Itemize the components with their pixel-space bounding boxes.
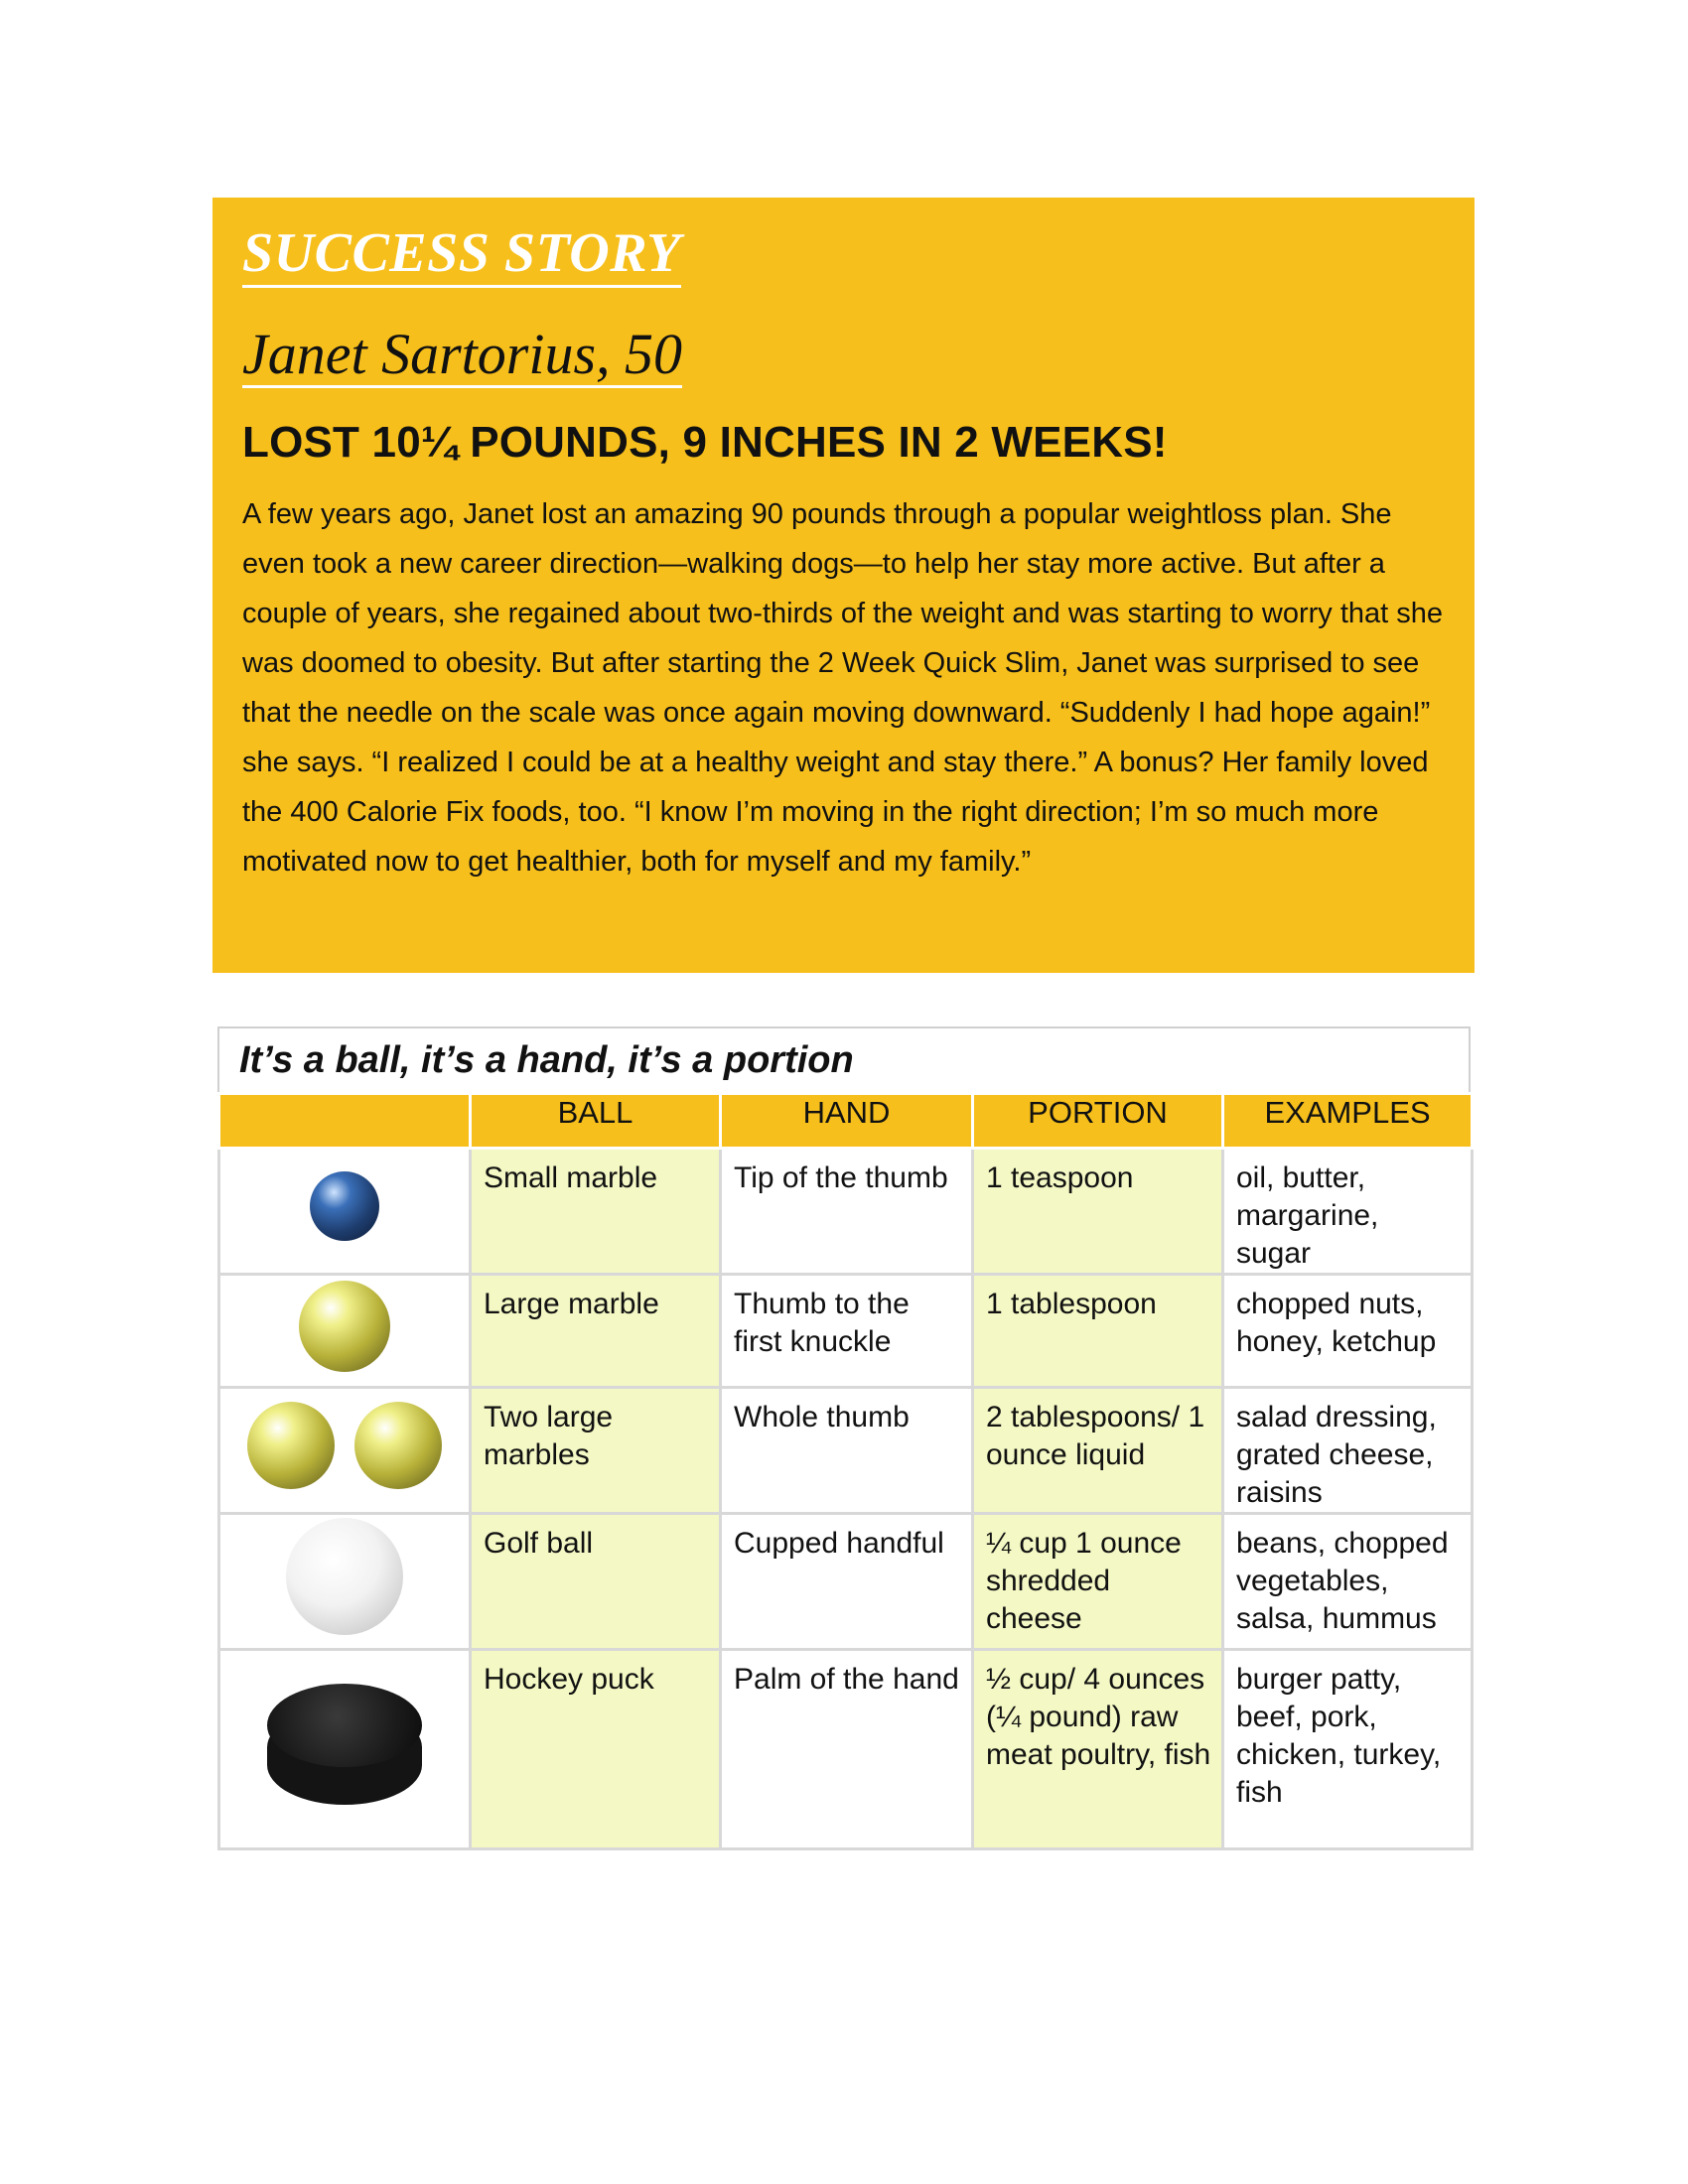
table-row (219, 1650, 1473, 1849)
row-image-cell (219, 1149, 471, 1275)
table-row (219, 1275, 1473, 1388)
hand-cell: Tip of the thumb (721, 1149, 973, 1275)
ball-cell: Two large marbles (471, 1388, 721, 1514)
examples-cell: salad dressing, grated cheese, raisins (1223, 1388, 1473, 1514)
ball-cell: Large marble (471, 1275, 721, 1388)
header-hand: HAND (721, 1094, 973, 1149)
table-header-row (219, 1094, 1473, 1149)
table-row (219, 1149, 1473, 1275)
row-image-cell (219, 1650, 471, 1849)
examples-cell: chopped nuts, honey, ketchup (1223, 1275, 1473, 1388)
portion-cell: 1 teaspoon (973, 1149, 1223, 1275)
header-portion: PORTION (973, 1094, 1223, 1149)
portion-table-title: It’s a ball, it’s a hand, it’s a portion (217, 1026, 1471, 1092)
header-examples: EXAMPLES (1223, 1094, 1473, 1149)
row-image-cell (219, 1388, 471, 1514)
portion-cell: 1 tablespoon (973, 1275, 1223, 1388)
hand-cell: Whole thumb (721, 1388, 973, 1514)
portion-table (217, 1092, 1474, 1850)
hand-cell: Thumb to the first knuckle (721, 1275, 973, 1388)
blue-marble-icon (310, 1171, 379, 1241)
success-story-panel (212, 198, 1475, 973)
header-ball: BALL (471, 1094, 721, 1149)
examples-cell: burger patty, beef, pork, chicken, turkey, fish (1223, 1650, 1473, 1849)
golf-ball-icon (286, 1518, 403, 1635)
story-body: A few years ago, Janet lost an amazing 90 pounds through a popular weightloss plan. She even took a new career direction—walking dogs—to help her stay more active. But after a couple of years, she regained about two-thirds of the weight and was starting to worry that she was doomed to obesity. But after starting the 2 Week Quick Slim, Janet was surprised to see that the needle on the scale was once again moving downward. “Suddenly I had hope again!” she says. “I realized I could be at a healthy weight and stay there.” A bonus? Her family loved the 400 Calorie Fix foods, too. “I know I’m moving in the right direction; I’m so much more motivated now to get healthier, both for myself and my family.” (242, 498, 1444, 878)
hand-cell: Cupped handful (721, 1514, 973, 1650)
portion-cell: ½ cup/ 4 ounces (¼ pound) raw meat poultry, fish (973, 1650, 1223, 1849)
row-image-cell (219, 1275, 471, 1388)
examples-cell: beans, chopped vegetables, salsa, hummus (1223, 1514, 1473, 1650)
portion-table-section (217, 1026, 1471, 1850)
row-image-cell (219, 1514, 471, 1650)
yellow-marble-icon (247, 1402, 335, 1489)
yellow-marble-icon (299, 1281, 390, 1372)
table-row (219, 1514, 1473, 1650)
story-headline: LOST 10¼ POUNDS, 9 INCHES IN 2 WEEKS! (242, 418, 1168, 467)
ball-cell: Small marble (471, 1149, 721, 1275)
ball-cell: Golf ball (471, 1514, 721, 1650)
table-row (219, 1388, 1473, 1514)
examples-cell: oil, butter, margarine, sugar (1223, 1149, 1473, 1275)
story-kicker: SUCCESS STORY (242, 225, 681, 288)
hockey-puck-icon (267, 1684, 422, 1805)
portion-cell: 2 tablespoons/ 1 ounce liquid (973, 1388, 1223, 1514)
portion-cell: ¼ cup 1 ounce shredded cheese (973, 1514, 1223, 1650)
hand-cell: Palm of the hand (721, 1650, 973, 1849)
ball-cell: Hockey puck (471, 1650, 721, 1849)
yellow-marble-icon (354, 1402, 442, 1489)
header-image (219, 1094, 471, 1149)
story-name: Janet Sartorius, 50 (242, 322, 683, 386)
